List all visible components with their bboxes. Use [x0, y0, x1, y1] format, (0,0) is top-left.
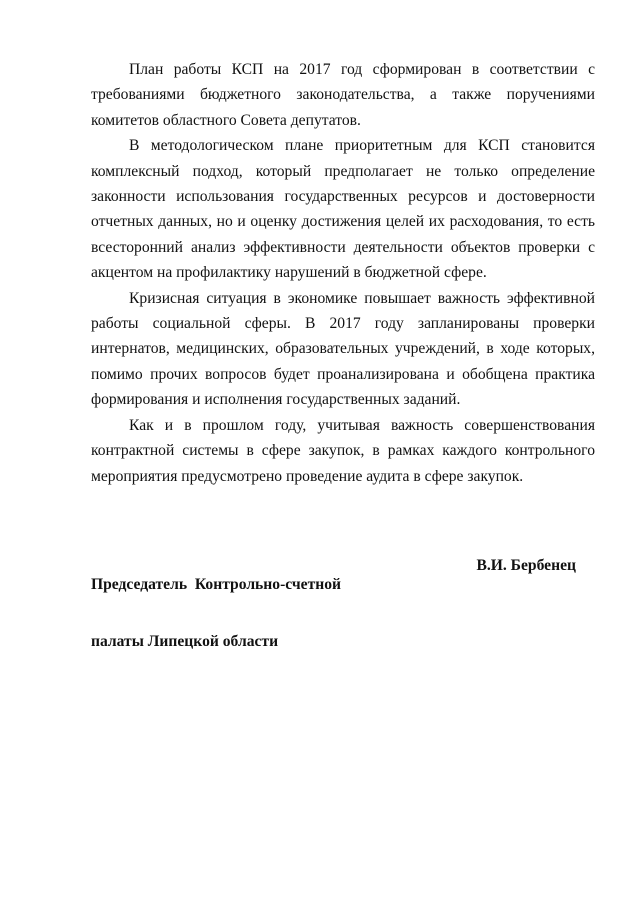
- signatory-title-line1: Председатель Контрольно-счетной: [91, 576, 342, 593]
- paragraph-plan: План работы КСП на 2017 год сформирован в соответствии с требованиями бюджетного законодательства, а также поручениями комитетов областного Совета депутатов.: [91, 61, 595, 129]
- signatory-title: [91, 537, 341, 689]
- paragraph-crisis: Кризисная ситуация в экономике повышает важность эффективной работы социальной сферы. В 2017 году запланированы проверки интернатов, медицинских, образовательных учреждений, в ходе которых, помимо прочих вопросов будет проанализирована и обобщена практика формирования и исполнения государственных заданий.: [91, 289, 595, 409]
- paragraph-methodology: В методологическом плане приоритетным для КСП становится комплексный подход, который предполагает не только определение законности использования государственных ресурсов и достоверности отчетных данных, но и оценку достижения целей их расходования, то есть всесторонний анализ эффективности деятельности объектов проверки с акцентом на профилактику нарушений в бюджетной сфере.: [91, 137, 595, 282]
- paragraph-procurement: Как и в прошлом году, учитывая важность совершенствования контрактной системы в сфере закупок, в рамках каждого контрольного мероприятия предусмотрено проведение аудита в сфере закупок.: [91, 416, 595, 485]
- signatory-name: В.И. Бербенец: [476, 557, 576, 574]
- document-body: [91, 57, 595, 489]
- signatory-title-line2: палаты Липецкой области: [91, 633, 279, 650]
